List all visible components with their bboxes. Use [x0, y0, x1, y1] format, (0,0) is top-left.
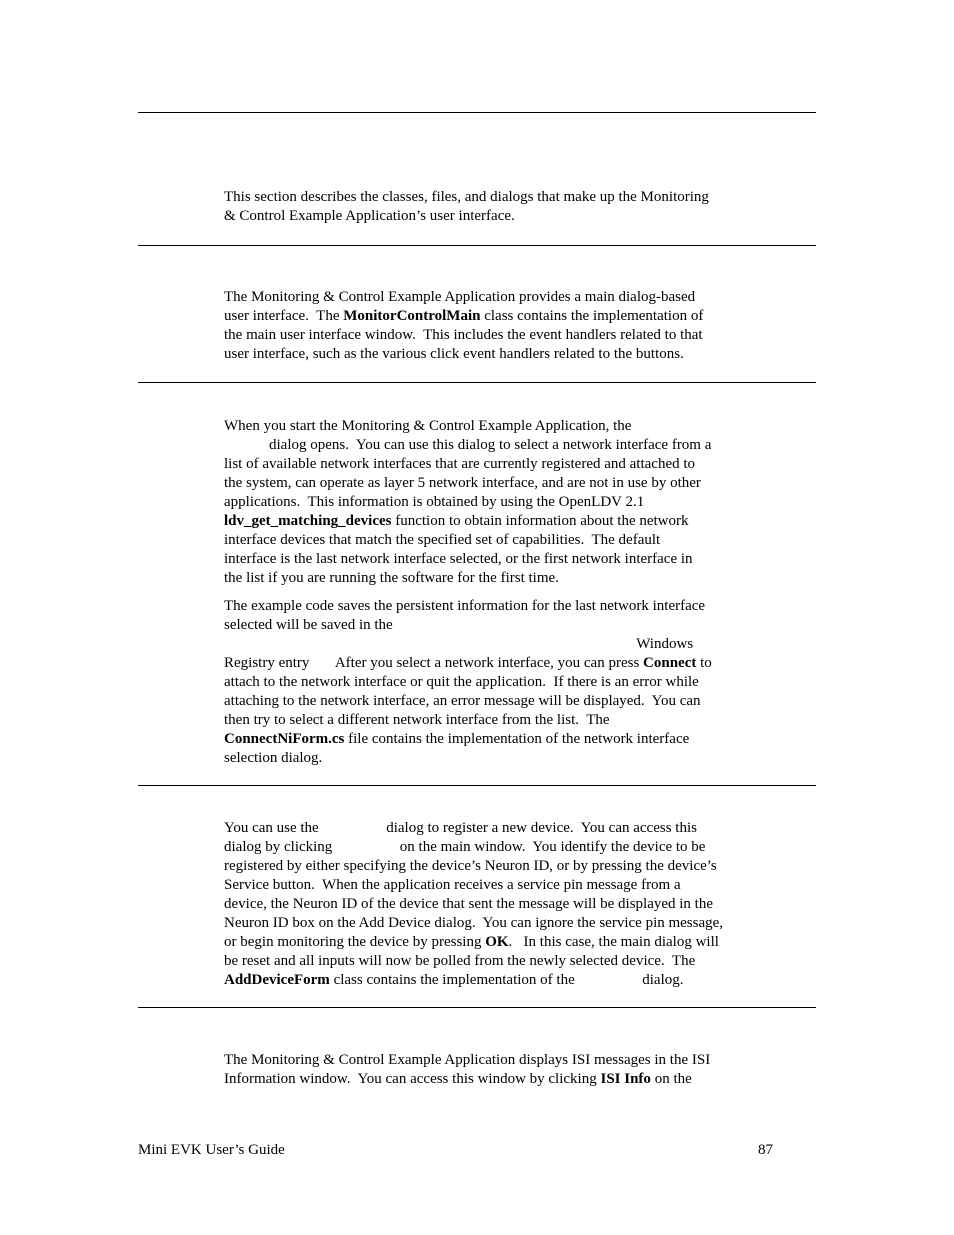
text-run: . In this case, the main dialog will [508, 934, 719, 950]
text-line [224, 345, 816, 364]
paragraph [224, 288, 816, 364]
text-line [224, 711, 816, 730]
text-run: then try to select a different network interface from the list. The [224, 712, 610, 728]
section-network-interface-selection [224, 417, 816, 768]
text-run: The Monitoring & Control Example Application displays ISI messages in the ISI [224, 1052, 711, 1068]
text-run: class contains the implementation of the dialog. [329, 972, 684, 988]
text-run: Windows [224, 636, 694, 652]
text-line [224, 455, 816, 474]
text-line [224, 531, 816, 550]
text-run: The example code saves the persistent information for the last network interface [224, 598, 706, 614]
text-run: or begin monitoring the device by pressing [224, 934, 486, 950]
text-line [224, 326, 816, 345]
text-run: The Monitoring & Control Example Application provides a main dialog-based [224, 289, 696, 305]
text-line [224, 952, 816, 971]
text-line [224, 474, 816, 493]
section-main-dialog [224, 288, 816, 364]
section-divider [138, 112, 816, 113]
text-run: file contains the implementation of the network interface [344, 731, 690, 747]
text-run: Information window. You can access this window by clicking [224, 1071, 601, 1087]
text-run: dialog by clicking on the main window. You identify the device to be [224, 839, 706, 855]
text-line [224, 1070, 816, 1089]
text-line [224, 616, 816, 635]
text-run: user interface. The [224, 308, 344, 324]
text-run: selection dialog. [224, 750, 323, 766]
text-run: device, the Neuron ID of the device that sent the message will be displayed in the [224, 896, 714, 912]
text-line [224, 307, 816, 326]
text-run: class contains the implementation of [480, 308, 704, 324]
text-run: When you start the Monitoring & Control Example Application, the [224, 418, 632, 434]
text-line [224, 1051, 816, 1070]
text-run: user interface, such as the various click event handlers related to the buttons. [224, 346, 684, 362]
text-line [224, 188, 816, 207]
text-run: dialog opens. You can use this dialog to select a network interface from a [224, 437, 712, 453]
text-run: Registry entry After you select a network interface, you can press [224, 655, 644, 671]
text-line [224, 417, 816, 436]
footer-title: Mini EVK User’s Guide [138, 1142, 285, 1158]
text-run: list of available network interfaces that are currently registered and attached to [224, 456, 696, 472]
text-run: on the [650, 1071, 692, 1087]
text-run: You can use the dialog to register a new device. You can access this [224, 820, 697, 836]
paragraph [224, 597, 816, 768]
paragraph [224, 819, 816, 990]
text-line [224, 569, 816, 588]
bold-term: ldv_get_matching_devices [224, 513, 392, 529]
text-line [224, 654, 816, 673]
section-add-device [224, 819, 816, 990]
text-line [224, 692, 816, 711]
section-divider [138, 245, 816, 246]
text-line [224, 914, 816, 933]
text-run: the list if you are running the software for the first time. [224, 570, 559, 586]
text-run: applications. This information is obtained by using the OpenLDV 2.1 [224, 494, 645, 510]
text-line [224, 436, 816, 455]
section-divider [138, 1007, 816, 1008]
text-run: interface devices that match the specified set of capabilities. The default [224, 532, 661, 548]
text-run: This section describes the classes, files, and dialogs that make up the Monitoring [224, 189, 709, 205]
text-run: selected will be saved in the [224, 617, 393, 633]
text-run: be reset and all inputs will now be polled from the newly selected device. The [224, 953, 696, 969]
section-user-interface-intro [224, 188, 816, 226]
footer-page-number: 87 [758, 1142, 773, 1158]
bold-term: ISI Info [600, 1071, 651, 1087]
text-line [224, 819, 816, 838]
text-run: registered by either specifying the device’s Neuron ID, or by pressing the device’s [224, 858, 717, 874]
text-line [224, 512, 816, 531]
paragraph [224, 188, 816, 226]
text-line [224, 597, 816, 616]
text-line [224, 493, 816, 512]
paragraph [224, 1051, 816, 1089]
text-run: function to obtain information about the network [391, 513, 689, 529]
text-line [224, 857, 816, 876]
text-line [224, 895, 816, 914]
text-line [224, 673, 816, 692]
section-divider [138, 382, 816, 383]
bold-term: MonitorControlMain [343, 308, 481, 324]
text-line [224, 876, 816, 895]
text-line [224, 635, 816, 654]
text-run: the system, can operate as layer 5 network interface, and are not in use by other [224, 475, 701, 491]
bold-term: Connect [643, 655, 697, 671]
bold-term: AddDeviceForm [224, 972, 330, 988]
text-line [224, 207, 816, 226]
text-line [224, 749, 816, 768]
section-isi-information [224, 1051, 816, 1089]
section-divider [138, 785, 816, 786]
bold-term: OK [485, 934, 509, 950]
paragraph [224, 417, 816, 588]
text-line [224, 971, 816, 990]
text-run: attaching to the network interface, an error message will be displayed. You can [224, 693, 701, 709]
text-run: & Control Example Application’s user interface. [224, 208, 515, 224]
text-run: Neuron ID box on the Add Device dialog. You can ignore the service pin message, [224, 915, 724, 931]
text-run: interface is the last network interface selected, or the first network interface in [224, 551, 693, 567]
text-run: the main user interface window. This includes the event handlers related to that [224, 327, 703, 343]
text-line [224, 288, 816, 307]
text-run: attach to the network interface or quit the application. If there is an error while [224, 674, 699, 690]
text-run: Service button. When the application receives a service pin message from a [224, 877, 681, 893]
bold-term: ConnectNiForm.cs [224, 731, 345, 747]
text-line [224, 933, 816, 952]
text-line [224, 838, 816, 857]
text-line [224, 550, 816, 569]
text-line [224, 730, 816, 749]
text-run: to [696, 655, 712, 671]
